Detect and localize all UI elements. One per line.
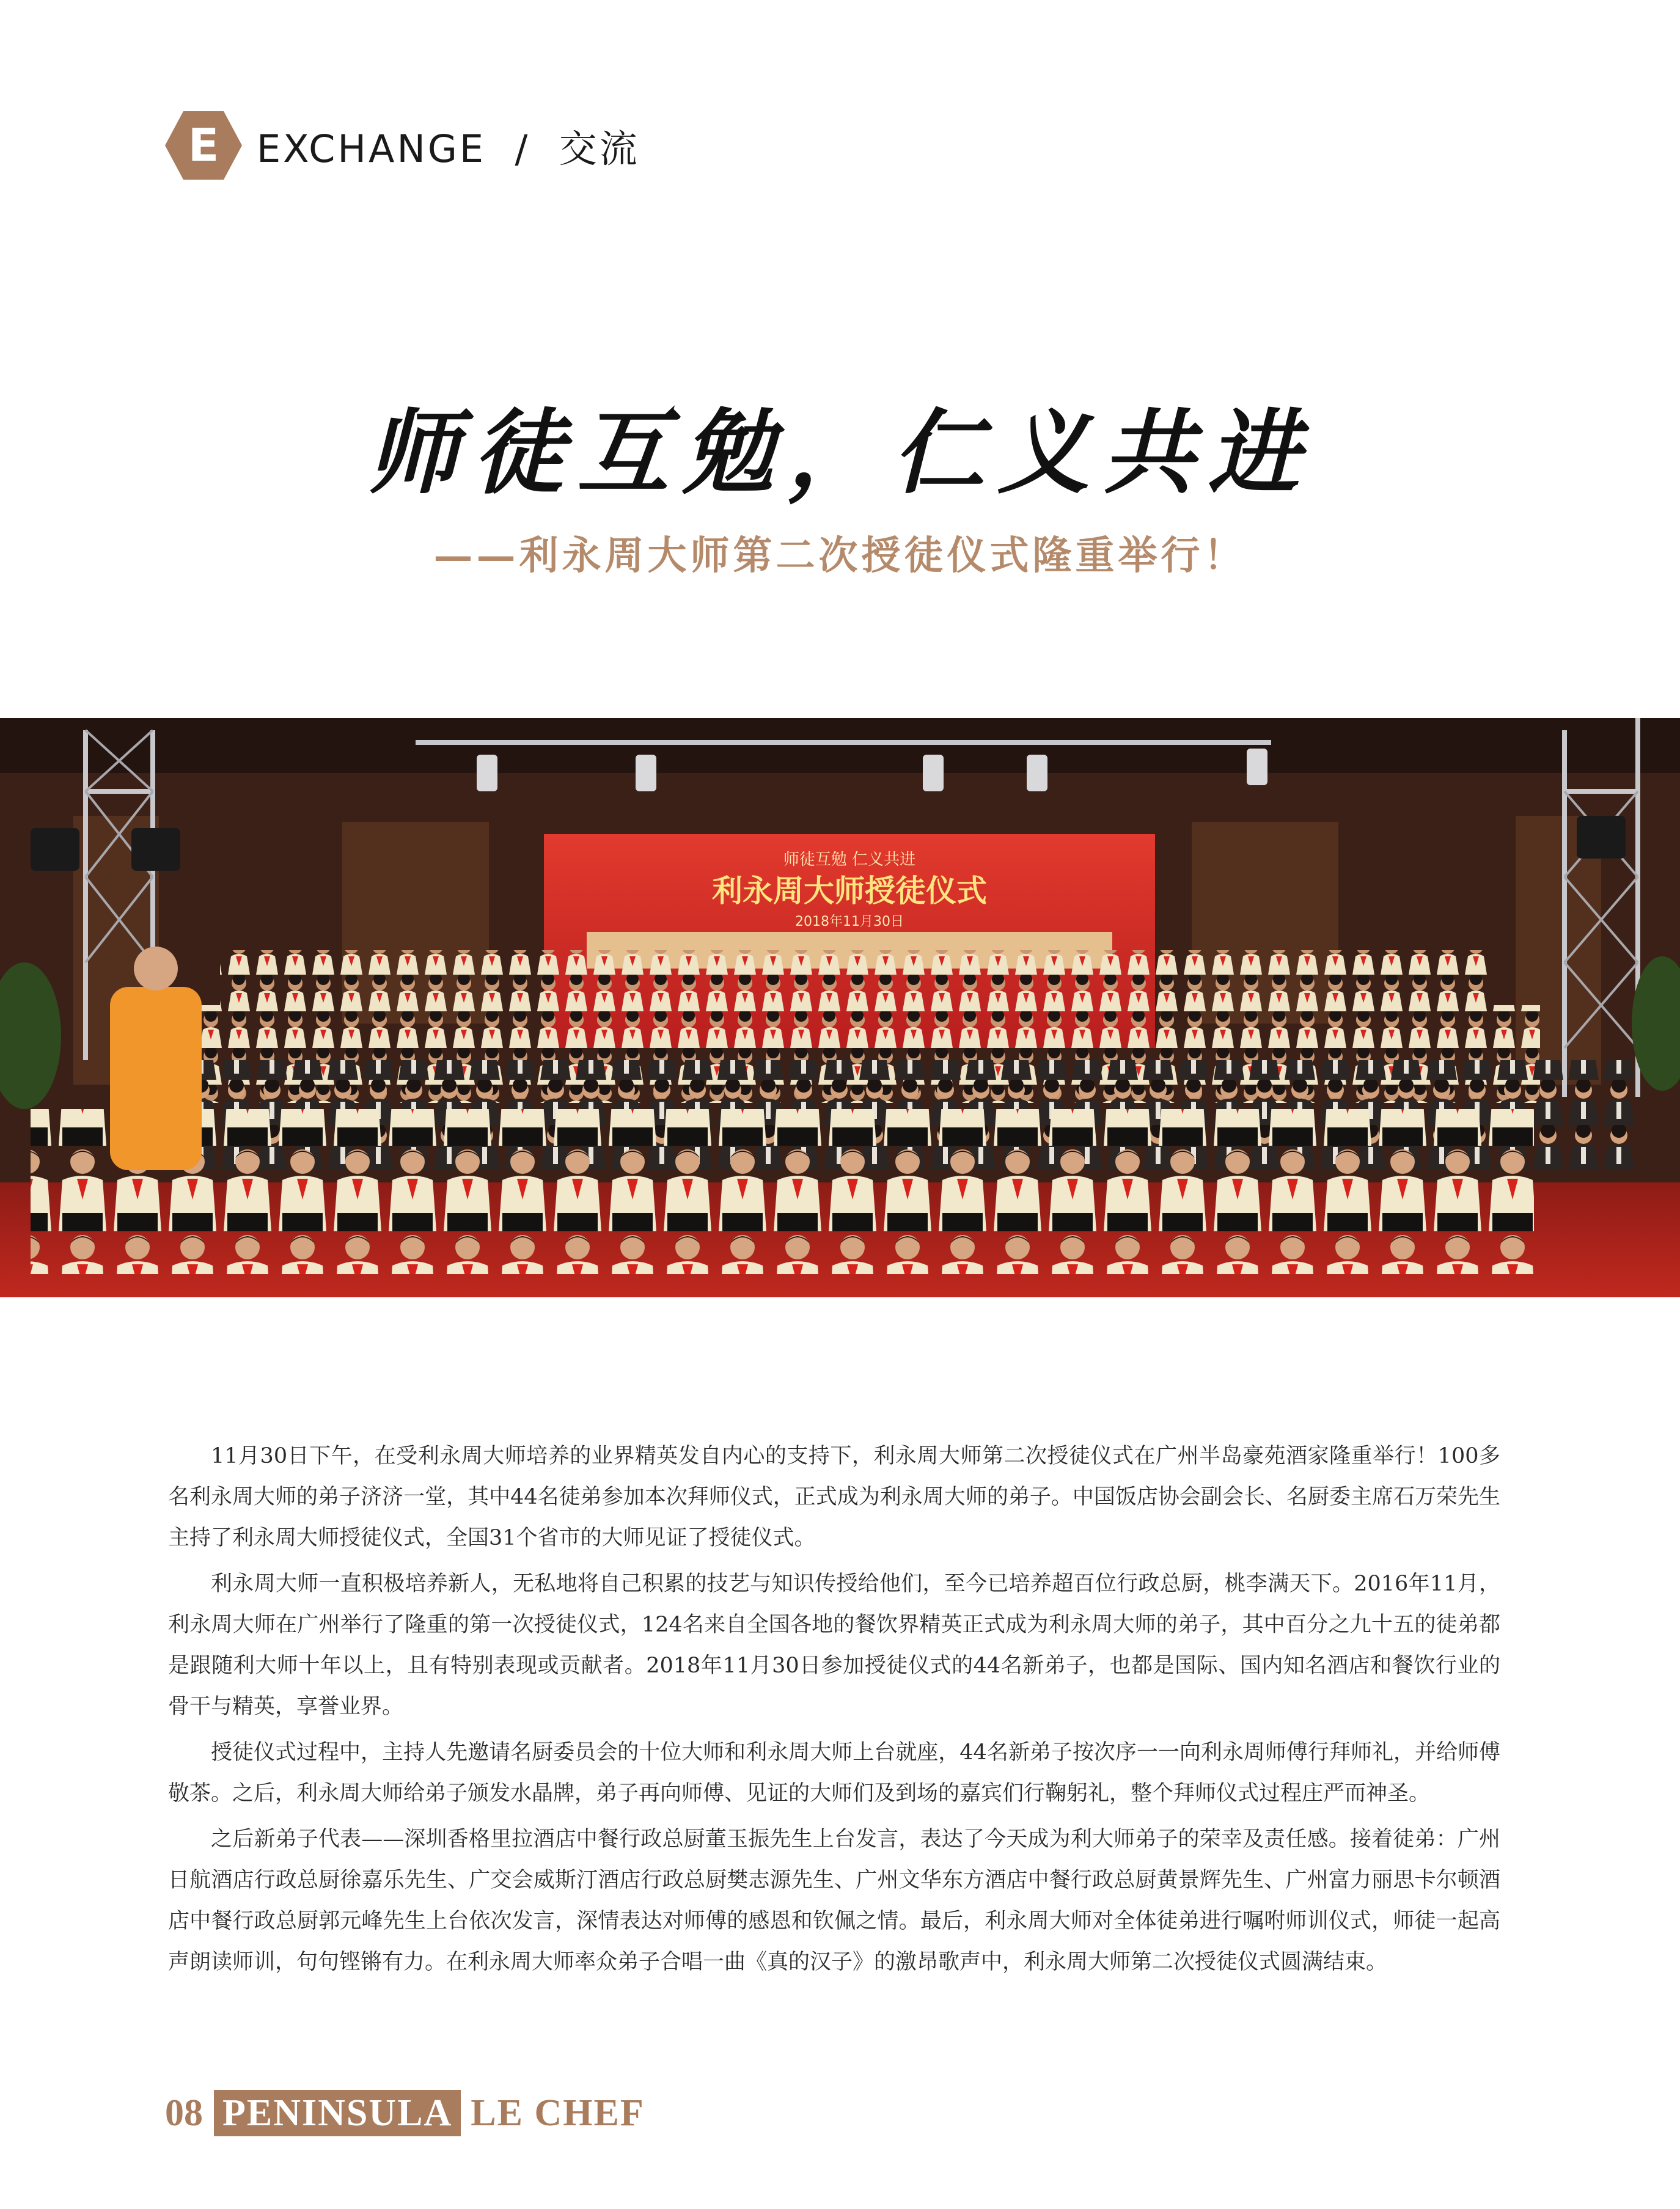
section-header [164,110,640,181]
article-subtitle: ——利永周大师第二次授徒仪式隆重举行！ [433,533,1247,579]
page-footer [165,2090,645,2136]
magazine-name-rest: LE CHEF [471,2092,645,2134]
banner-line-3: 2018年11月30日 [795,914,904,929]
badge-letter: E [188,119,219,172]
hexagon-badge-icon [164,110,243,181]
paragraph-4: 之后新弟子代表——深圳香格里拉酒店中餐行政总厨董玉振先生上台发言，表达了今天成为利大师弟子的荣幸及责任感。接着徒弟：广州日航酒店行政总厨徐嘉乐先生、广交会威斯汀酒店行政总厨樊志源先生、广州文华东方酒店中餐行政总厨黄景辉先生、广州富力丽思卡尔顿酒店中餐行政总厨郭元峰先生上台依次发言，深情表达对师傅的感恩和钦佩之情。最后，利永周大师对全体徒弟进行嘱咐师训仪式，师徒一起高声朗读师训，句句铿锵有力。在利永周大师率众弟子合唱一曲《真的汉子》的激昂歌声中，利永周大师第二次授徒仪式圆满结束。 [168,1827,1500,1974]
banner-line-1: 师徒互勉 仁义共进 [783,851,916,869]
paragraph-3: 授徒仪式过程中，主持人先邀请名厨委员会的十位大师和利永周大师上台就座，44名新弟子按次序一一向利永周师傅行拜师礼，并给师傅敬茶。之后，利永周大师给弟子颁发水晶牌，弟子再向师傅、见证的大师们及到场的嘉宾们行鞠躬礼，整个拜师仪式过程庄严而神圣。 [168,1740,1500,1806]
magazine-name-highlight: PENINSULA [214,2090,461,2136]
paragraph-2: 利永周大师一直积极培养新人，无私地将自己积累的技艺与知识传授给他们，至今已培养超百位行政总厨，桃李满天下。2016年11月，利永周大师在广州举行了隆重的第一次授徒仪式，124名来自全国各地的餐饮界精英正式成为利永周大师的弟子，其中百分之九十五的徒弟都是跟随利大师十年以上，且有特别表现或贡献者。2018年11月30日参加授徒仪式的44名新弟子，也都是国际、国内知名酒店和餐饮行业的骨干与精英，享誉业界。 [168,1572,1500,1719]
group-photo [0,718,1680,1297]
article-body [168,1436,1500,1988]
section-title: EXCHANGE / 交流 [257,126,640,171]
page-number: 08 [165,2092,203,2134]
article-title: 师徒互勉，仁义共进 [367,399,1313,507]
banner-line-2: 利永周大师授徒仪式 [712,873,987,909]
paragraph-1: 11月30日下午，在受利永周大师培养的业界精英发自内心的支持下，利永周大师第二次授徒仪式在广州半岛豪苑酒家隆重举行！100多名利永周大师的弟子济济一堂，其中44名徒弟参加本次拜师仪式，正式成为利永周大师的弟子。中国饭店协会副会长、名厨委主席石万荣先生主持了利永周大师授徒仪式，全国31个省市的大师见证了授徒仪式。 [168,1444,1500,1550]
